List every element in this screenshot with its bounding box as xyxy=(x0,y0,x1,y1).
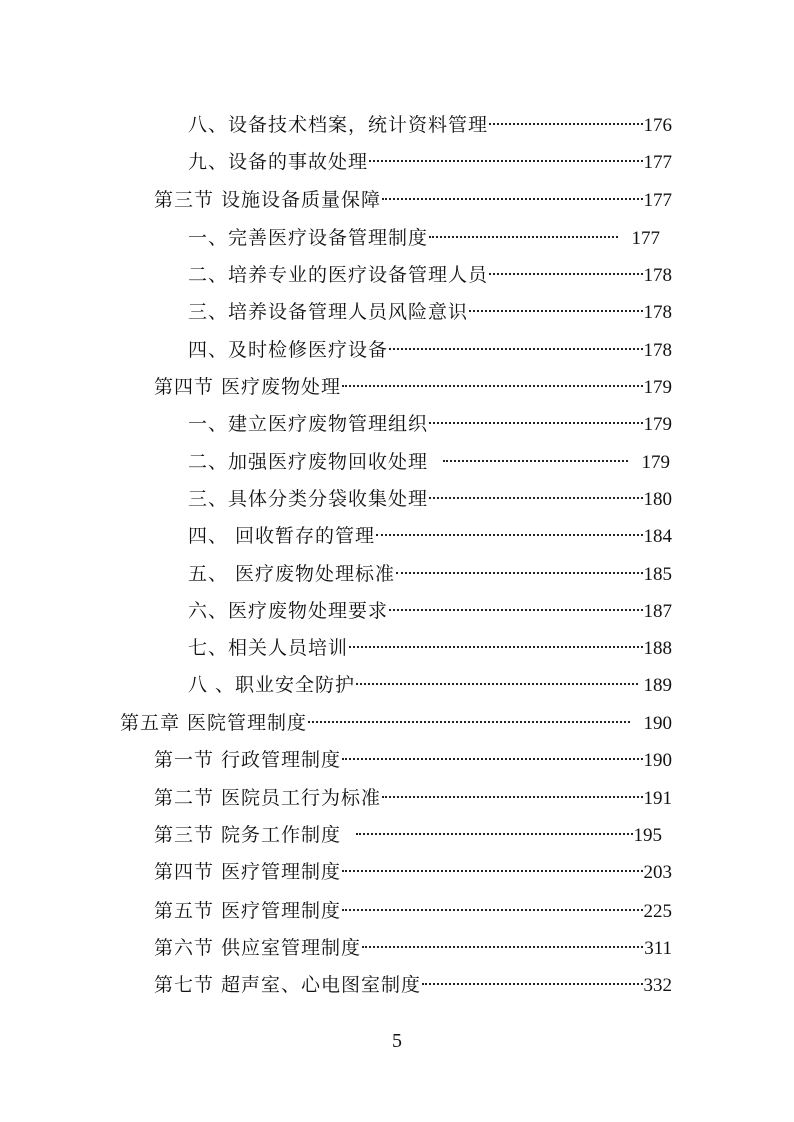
toc-entry-title: 三、具体分类分袋收集处理 xyxy=(188,488,429,510)
dot-leader xyxy=(356,815,632,841)
toc-entry[interactable] xyxy=(154,891,672,922)
toc-entry-title: 第二节 医院员工行为标准 xyxy=(154,787,382,809)
toc-entry-page: 177 xyxy=(643,190,672,211)
toc-entry-title: 第五章 医院管理制度 xyxy=(120,712,308,734)
toc-entry-title: 第五节 医疗管理制度 xyxy=(154,900,342,922)
toc-entry-title: 第七节 超声室、心电图室制度 xyxy=(154,974,422,996)
dot-leader xyxy=(389,330,642,356)
toc-entry[interactable] xyxy=(188,554,672,585)
toc-entry-page: 188 xyxy=(643,638,672,659)
toc-entry-page: 332 xyxy=(643,975,672,996)
toc-entry-page: 189 xyxy=(643,675,672,696)
toc-entry-page: 190 xyxy=(643,713,672,734)
toc-entry-title: 四、 回收暂存的管理 xyxy=(188,525,376,547)
toc-entry-title: 八 、职业安全防护 xyxy=(188,674,356,696)
toc-entry[interactable] xyxy=(188,516,672,547)
toc-entry-page: 225 xyxy=(643,901,672,922)
toc-entry-title: 二、加强医疗废物回收处理 xyxy=(188,451,429,473)
toc-entry-title: 第四节 医疗废物处理 xyxy=(154,376,342,398)
dot-leader xyxy=(342,367,642,393)
dot-leader xyxy=(308,703,629,729)
toc-entry-page: 190 xyxy=(643,750,672,771)
dot-leader xyxy=(429,479,642,505)
toc-entry-title: 二、培养专业的医疗设备管理人员 xyxy=(188,264,489,286)
dot-leader xyxy=(443,442,627,468)
toc-entry[interactable] xyxy=(154,928,672,959)
toc-entry[interactable] xyxy=(188,218,660,249)
dot-leader xyxy=(349,628,642,654)
toc-entry-title: 一、建立医疗废物管理组织 xyxy=(188,413,429,435)
dot-leader xyxy=(489,105,642,131)
toc-entry[interactable] xyxy=(154,740,672,771)
toc-entry-page: 177 xyxy=(643,152,672,173)
toc-entry-title: 八、设备技术档案，统计资料管理 xyxy=(188,114,489,136)
toc-entry[interactable] xyxy=(188,255,672,286)
toc-entry[interactable] xyxy=(188,591,672,622)
dot-leader xyxy=(342,852,642,878)
dot-leader xyxy=(389,591,642,617)
toc-entry-title: 三、培养设备管理人员风险意识 xyxy=(188,301,469,323)
toc-entry-page: 179 xyxy=(641,452,670,473)
toc-entry[interactable] xyxy=(154,180,672,211)
dot-leader xyxy=(356,665,637,691)
toc-entry-page: 195 xyxy=(633,825,662,846)
toc-entry-title: 第六节 供应室管理制度 xyxy=(154,937,362,959)
toc-entry-title: 第三节 设施设备质量保障 xyxy=(154,189,382,211)
toc-entry[interactable] xyxy=(154,815,662,846)
toc-entry[interactable] xyxy=(154,965,672,996)
toc-entry-page: 178 xyxy=(643,302,672,323)
dot-leader xyxy=(429,218,617,244)
dot-leader xyxy=(382,180,642,206)
toc-entry-title: 五、 医疗废物处理标准 xyxy=(188,563,396,585)
toc-entry-title: 第一节 行政管理制度 xyxy=(154,749,342,771)
dot-leader xyxy=(376,516,642,542)
toc-entry-page: 187 xyxy=(643,601,672,622)
toc-entry-page: 185 xyxy=(643,564,672,585)
page-number: 5 xyxy=(392,1030,402,1052)
toc-entry-page: 177 xyxy=(631,228,660,249)
toc-entry-page: 178 xyxy=(643,340,672,361)
toc-entry-page: 179 xyxy=(643,377,672,398)
dot-leader xyxy=(342,891,642,917)
toc-entry[interactable] xyxy=(154,852,672,883)
dot-leader xyxy=(422,965,642,991)
toc-entry-title: 六、医疗废物处理要求 xyxy=(188,600,389,622)
toc-entry-page: 191 xyxy=(643,788,672,809)
dot-leader xyxy=(342,740,642,766)
dot-leader xyxy=(469,292,642,318)
toc-entry-title: 九、设备的事故处理 xyxy=(188,151,369,173)
toc-entry[interactable] xyxy=(188,665,672,696)
toc-entry-page: 178 xyxy=(643,265,672,286)
toc-entry[interactable] xyxy=(154,367,672,398)
dot-leader xyxy=(362,928,643,954)
toc-entry-title: 第四节 医疗管理制度 xyxy=(154,861,342,883)
toc-entry[interactable] xyxy=(154,778,672,809)
toc-entry-title: 七、相关人员培训 xyxy=(188,637,349,659)
toc-entry-page: 180 xyxy=(643,489,672,510)
toc-entry-title: 第三节 院务工作制度 xyxy=(154,824,342,846)
toc-entry-title: 四、及时检修医疗设备 xyxy=(188,339,389,361)
toc-entry-page: 176 xyxy=(643,115,672,136)
toc-entry[interactable] xyxy=(188,404,672,435)
dot-leader xyxy=(369,142,642,168)
toc-entry[interactable] xyxy=(188,292,672,323)
dot-leader xyxy=(382,778,642,804)
toc-entry[interactable] xyxy=(188,330,672,361)
dot-leader xyxy=(429,404,642,430)
toc-entry[interactable] xyxy=(188,105,672,136)
toc-entry-page: 179 xyxy=(643,414,672,435)
toc-chapter-entry[interactable] xyxy=(120,703,672,734)
toc-entry-page: 311 xyxy=(644,938,672,959)
toc-entry[interactable] xyxy=(188,479,672,510)
toc-entry-page: 184 xyxy=(643,526,672,547)
toc-entry[interactable] xyxy=(188,628,672,659)
toc-entry-page: 203 xyxy=(643,862,672,883)
toc-entry[interactable] xyxy=(188,142,672,173)
toc-entry[interactable] xyxy=(188,442,670,473)
toc-entry-title: 一、完善医疗设备管理制度 xyxy=(188,227,429,249)
dot-leader xyxy=(396,554,642,580)
dot-leader xyxy=(489,255,642,281)
